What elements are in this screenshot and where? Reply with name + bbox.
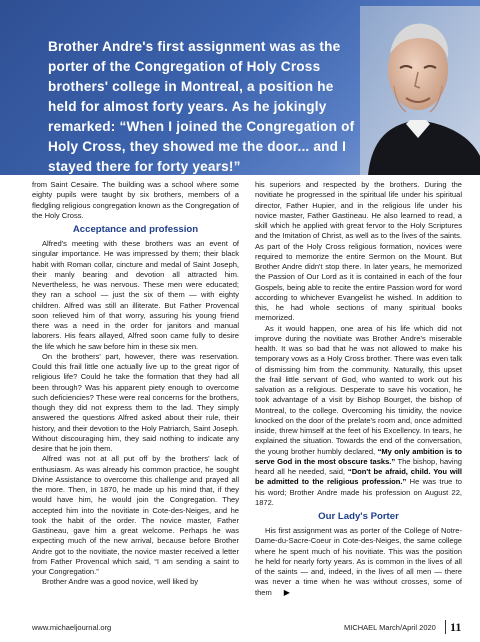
issue-label: MICHAEL March/April 2020 [344, 623, 436, 632]
paragraph: from Saint Cesaire. The building was a school where some eighty pupils were taught by six brothers, members of a fledgling religious congregation known as the Congregation of the Holy Cross. [32, 180, 239, 220]
quote-bold: “Don't be afraid, child. You will be admitted to the religious profession.” [255, 467, 462, 487]
paragraph: his superiors and respected by the brothers. During the novitiate he progressed in the spiritual life under his spiritual director, Father Hupier, and in the religious life under his novice master, Father Gastineau. He also learned to read, a skill which he applied with great fervor to the Holy Scriptures and the Imitation of Christ, as well as to the lives of the saints. As part of the Holy Cross religious formation, novices were required to memorize the entire Sermon on the Mount. But Brother Andre didn't stop there. In later years, he memorized the Passion of Our Lord as it is contained in each of the four Gospels, being able to recite the entire Passion word for word according to whichever Evangelist he wished. In addition to this, he had whole sections of many spiritual books memorized. [255, 180, 462, 323]
paragraph: Alfred was not at all put off by the brothers' lack of enthusiasm. As was already his common practice, he sought Divine Assistance to overcome this challenge and prayed all the more. Then, in 1870, he made up his mind that, if they would have him, he would join the Congregation. They accepted him into the novitiate in Cote-des-Neiges, and he took the habit of the order. The novice master, Father Gastineau, gave him a great welcome. Perhaps he was expecting much of the new arrival, because before Brother Andre got to the novitiate, the novice master received a letter from Father Provencal which said, “I am sending a saint to your Congregation.” [32, 454, 239, 576]
article-column-right [255, 180, 462, 598]
paragraph [255, 526, 462, 598]
paragraph-text: As it would happen, one area of his life which did not improve during the novitiate was Brother Andre's miserable health. It was so bad that he was not allowed to make his temporary vows as a Holy Cross brother. There was even talk of dismissing him from the community. Naturally, this upset the frail little servant of God, who wanted to work out his salvation as a religious. Desperate to save his vocation, he took advantage of a visit by Bishop Bourget, the bishop of Montreal, to the college. Overcoming his timidity, the novice knocked on the door of the prelate's room and, once admitted inside, threw himself at the feet of his Excellency. In tears, he explained the situation. Towards the end of the conversation, the young brother humbly declared, [255, 323, 462, 456]
paragraph: Alfred's meeting with these brothers was an event of singular importance. He was impressed by them; their black habit with Roman collar, cincture and medal of Saint Joseph, their manly bearing and devotion all attracted him. Nevertheless, he was nervous. These men were educated; they ran a school — just the six of them — with eighty children. Alfred was still an illiterate. But Father Provencal soon relieved him of that worry, assuring his young friend there was a need in the order for janitors and manual laborers. His fears allayed, Alfred soon came fully to desire the life which he saw before him in these six men. [32, 239, 239, 351]
paragraph [255, 324, 462, 509]
continue-arrow-icon: ▶ [283, 587, 290, 597]
page-footer [32, 620, 472, 634]
section-heading: Acceptance and profession [72, 224, 199, 235]
paragraph-text: His first assignment was as porter of the College of Notre-Dame-du-Sacre-Coeur in Cote-des-Neiges, the same college where he spent much of his novitiate. This was the position he held for nearly forty years. As is common in the lives of all of the saints — and, indeed, in the lives of all men — there was never a time when he was without crosses, some of them [255, 526, 462, 597]
paragraph-text: He was true to his word; Brother Andre made his profession on August 22, 1872. [255, 477, 462, 507]
paragraph-text: The bishop, having heard all he needed, said, [255, 456, 462, 476]
paragraph: Brother Andre was a good novice, well liked by [42, 577, 199, 587]
footer-divider [445, 620, 446, 634]
paragraph: On the brothers' part, however, there was reservation. Could this frail little one actually live up to the great rigor of religious life? Could he take the formation that they had all been through? Was his apparent piety enough to overcome such deficiencies? These were real concerns for the brothers, though they did not express them to the lad. They simply answered the questions Alfred asked about their rule, their history, and their devotion to the Holy Patriarch, Saint Joseph. Without discouraging him, they said nothing to indicate any desire that he join them. [32, 351, 239, 453]
quote-bold: “My only ambition is to serve God in the most obscure tasks.” [255, 446, 462, 466]
pull-quote: Brother Andre's first assignment was as the porter of the Congregation of Holy Cross brothers' college in Montreal, a position he held for almost forty years. As he jokingly remarked: “When I joined the Congregation of Holy Cross, they showed me the door... and I stayed there for forty years!” [48, 39, 355, 174]
article-body [32, 180, 462, 598]
article-column-left [32, 180, 239, 598]
section-heading: Our Lady's Porter [318, 511, 399, 522]
website-url: www.michaeljournal.org [32, 623, 112, 632]
page-number: 11 [450, 620, 462, 634]
portrait-photo [360, 6, 480, 175]
header-banner [0, 0, 480, 175]
